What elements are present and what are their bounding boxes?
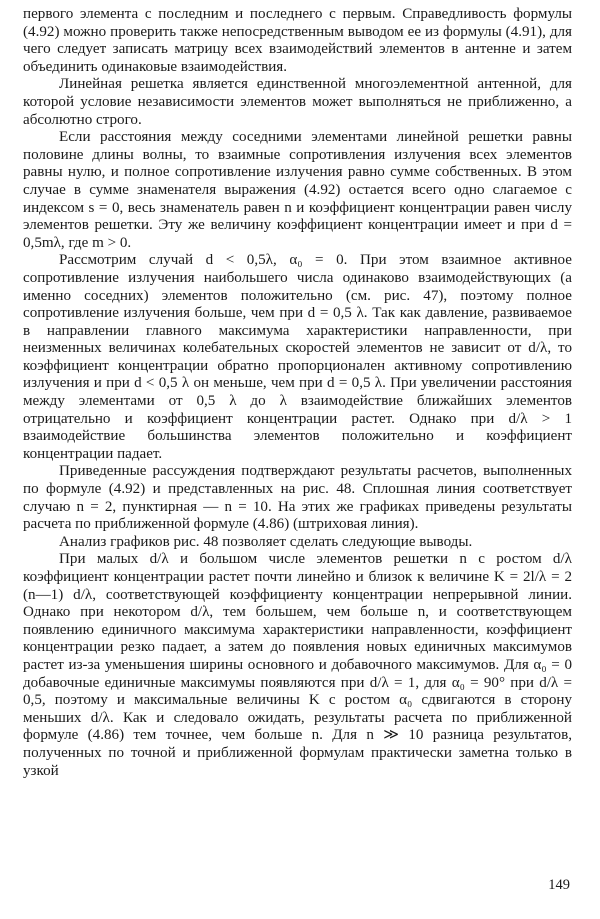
paragraph-4: Рассмотрим случай d < 0,5λ, α₀ = 0. При этом взаимное активное сопротивление излучения наибольшего числа одинаково взаимодействующих (а именно соседних) элементов положительно (см. рис. 47), поэтому полное сопротивление излучения больше, чем при d = 0,5 λ. Так как давление, развиваемое в направлении главного максимума характеристики направленности, при неизменных величинах колебательных скоростей элементов не зависит от d/λ, то коэффициент концентрации обратно пропорционален активному сопротивлению излучения и при d < 0,5 λ он меньше, чем при d = 0,5 λ. При увеличении расстояния между элементами от 0,5 λ до λ взаимодействие ближайших элементов отрицательно и коэффициент концентрации растет. Однако при d/λ > 1 взаимодействие большинства элементов положительно и коэффициент концентрации падает. <box>23 252 572 462</box>
page-number: 149 <box>548 877 570 893</box>
paragraph-1: первого элемента с последним и последнего с первым. Справедливость формулы (4.92) можно проверить также непосредственным выводом ее из формулы (4.91), для чего следует записать матрицу всех взаимодействий элементов в антенне и затем объединить одинаковые взаимодействия. <box>23 6 572 75</box>
paragraph-7: При малых d/λ и большом числе элементов решетки n с ростом d/λ коэффициент концентрации растет почти линейно и близок к величине K = 2l/λ = 2 (n—1) d/λ, соответствующей коэффициенту концентрации непрерывной линии. Однако при некотором d/λ, тем большем, чем больше n, и соответствующем появлению единичного максимума характеристики направленности, коэффициент концентрации резко падает, а затем до появления новых единичных максимумов растет из-за уменьшения ширины основного и добавочного максимумов. Для α₀ = 0 добавочные единичные максимумы появляются при d/λ = 1, для α₀ = 90° при d/λ = 0,5, поэтому и максимальные величины K с ростом α₀ сдвигаются в сторону меньших d/λ. Как и следовало ожидать, результаты расчета по приближенной формуле (4.86) тем точнее, чем больше n. Для n ≫ 10 разница результатов, полученных по точной и приближенной формулам практически заметна только в узкой <box>23 551 572 779</box>
paragraph-5: Приведенные рассуждения подтверждают результаты расчетов, выполненных по формуле (4.92) и представленных на рис. 48. Сплошная линия соответствует случаю n = 2, пунктирная — n = 10. На этих же графиках приведены результаты расчета по приближенной формуле (4.86) (штриховая линия). <box>23 463 572 533</box>
page-body <box>23 6 572 780</box>
paragraph-3: Если расстояния между соседними элементами линейной решетки равны половине длины волны, то взаимные сопротивления излучения всех элементов равны нулю, и полное сопротивление излучения равно сумме собственных. В этом случае в сумме знаменателя выражения (4.92) остается всего одно слагаемое с индексом s = 0, весь знаменатель равен n и коэффициент концентрации равен числу элементов решетки. Эту же величину коэффициент концентрации имеет и при d = 0,5mλ, где m > 0. <box>23 129 572 251</box>
paragraph-6: Анализ графиков рис. 48 позволяет сделать следующие выводы. <box>59 533 473 550</box>
paragraph-2: Линейная решетка является единственной многоэлементной антенной, для которой условие независимости элементов может выполняться не приближенно, а абсолютно строго. <box>23 76 572 128</box>
